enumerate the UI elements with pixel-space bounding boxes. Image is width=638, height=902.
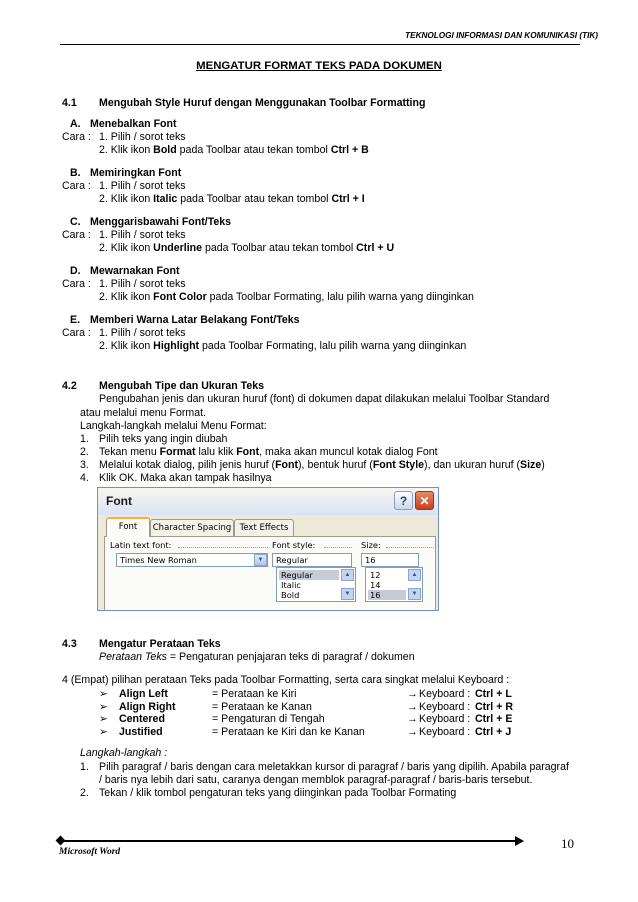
arrow-icon: → [407,713,418,725]
header-rule [60,44,580,45]
latin-font-label: Latin text font: [110,540,172,550]
footer-label: Microsoft Word [59,847,121,857]
subsection-title: Memberi Warna Latar Belakang Font/Teks [90,314,300,326]
page-number: 10 [561,836,574,851]
step-3-number: 3. [80,459,89,471]
cara-step-2: 2. Klik ikon Font Color pada Toolbar Formating, lalu pilih warna yang diinginkan [99,291,474,303]
step-2-text: Tekan menu Format lalu klik Font, maka akan muncul kotak dialog Font [99,446,438,458]
section-4-1-heading: Mengubah Style Huruf dengan Menggunakan Toolbar Formatting [99,97,426,109]
keyboard-label: Keyboard : [419,688,471,700]
cara-step-1: 1. Pilih / sorot teks [99,131,186,143]
step-4-text: Klik OK. Maka akan tampak hasilnya [99,472,272,484]
align-step-2-number: 2. [80,787,89,799]
size-option-14[interactable]: 14 [370,580,381,590]
size-input[interactable]: 16 [361,553,419,567]
alignment-name: Align Left [119,688,168,700]
font-style-label: Font style: [272,540,316,550]
cara-step-1: 1. Pilih / sorot teks [99,278,186,290]
arrow-icon: → [407,726,418,738]
size-separator [386,547,434,548]
alignment-intro: 4 (Empat) pilihan perataan Teks pada Toolbar Formatting, serta cara singkat melalui Keyboard : [62,674,510,686]
subsection-title: Menggarisbawahi Font/Teks [90,216,232,228]
cara-step-2: 2. Klik ikon Highlight pada Toolbar Formating, lalu pilih warna yang diinginkan [99,340,467,352]
arrow-icon: → [407,688,418,700]
alignment-name: Align Right [119,701,176,713]
cara-step-2: 2. Klik ikon Underline pada Toolbar atau tekan tombol Ctrl + U [99,242,395,254]
alignment-name: Centered [119,713,165,725]
font-style-input[interactable]: Regular [272,553,352,567]
subsection-title: Mewarnakan Font [90,265,180,277]
keyboard-label: Keyboard : [419,726,471,738]
bullet-icon: ➢ [99,688,108,700]
latin-font-separator [178,547,268,548]
tab-character-spacing[interactable]: Character Spacing [150,519,234,536]
steps-label: Langkah-langkah : [80,747,168,759]
subsection-letter: A. [70,118,81,130]
align-step-1-number: 1. [80,761,89,773]
cara-label: Cara : [62,131,91,143]
cara-label: Cara : [62,180,91,192]
font-style-list[interactable] [276,567,356,602]
font-style-option-bold[interactable]: Bold [281,590,300,600]
section-4-1-number: 4.1 [62,97,77,109]
dialog-title: Font [106,494,132,508]
dialog-title-bar [98,488,438,515]
scroll-down-icon[interactable]: ▼ [408,588,421,600]
close-button[interactable]: ✕ [415,491,434,510]
section-4-2-heading: Mengubah Tipe dan Ukuran Teks [99,380,265,392]
bullet-icon: ➢ [99,726,108,738]
step-4-number: 4. [80,472,89,484]
cara-label: Cara : [62,327,91,339]
cara-step-1: 1. Pilih / sorot teks [99,229,186,241]
perataan-definition: Perataan Teks = Pengaturan penjajaran teks di paragraf / dokumen [99,651,415,663]
help-button[interactable]: ? [394,491,413,510]
bullet-icon: ➢ [99,701,108,713]
cara-step-1: 1. Pilih / sorot teks [99,327,186,339]
keyboard-shortcut: Ctrl + R [475,701,513,713]
section-4-2-paragraph-cont: atau melalui menu Format. [80,407,207,419]
running-header: TEKNOLOGI INFORMASI DAN KOMUNIKASI (TIK) [405,31,598,40]
size-label: Size: [361,540,381,550]
size-option-12[interactable]: 12 [370,570,381,580]
section-4-2-paragraph: Pengubahan jenis dan ukuran huruf (font) di dokumen dapat dilakukan melalui Toolbar Standard [99,393,550,405]
font-style-option-italic[interactable]: Italic [281,580,301,590]
step-2-number: 2. [80,446,89,458]
scroll-up-icon[interactable]: ▲ [341,569,354,581]
footer-arrowhead [515,836,524,846]
chevron-down-icon[interactable]: ▼ [254,554,267,566]
subsection-letter: B. [70,167,81,179]
cara-step-2: 2. Klik ikon Bold pada Toolbar atau tekan tombol Ctrl + B [99,144,369,156]
scroll-down-icon[interactable]: ▼ [341,588,354,600]
align-step-1-text: Pilih paragraf / baris dengan cara meletakkan kursor di paragraf / baris yang dipilih. Apabila paragraf [99,761,569,773]
align-step-1-text-cont: / baris nya lebih dari satu, caranya dengan memblok paragraf-paragraf / baris-baris tersebut. [99,774,533,786]
keyboard-shortcut: Ctrl + L [475,688,512,700]
scroll-up-icon[interactable]: ▲ [408,569,421,581]
keyboard-shortcut: Ctrl + J [475,726,512,738]
subsection-letter: E. [70,314,81,326]
cara-step-1: 1. Pilih / sorot teks [99,180,186,192]
keyboard-shortcut: Ctrl + E [475,713,513,725]
size-option-16[interactable]: 16 [368,590,406,600]
keyboard-label: Keyboard : [419,713,471,725]
size-list[interactable] [365,567,423,602]
steps-intro: Langkah-langkah melalui Menu Format: [80,420,267,432]
font-dialog [97,487,439,611]
align-step-2-text: Tekan / klik tombol pengaturan teks yang diinginkan pada Toolbar Formating [99,787,457,799]
subsection-title: Menebalkan Font [90,118,177,130]
alignment-description: = Perataan ke Kiri dan ke Kanan [212,726,365,738]
keyboard-label: Keyboard : [419,701,471,713]
section-4-2-number: 4.2 [62,380,77,392]
arrow-icon: → [407,701,418,713]
subsection-letter: D. [70,265,81,277]
page-title: MENGATUR FORMAT TEKS PADA DOKUMEN [196,60,442,72]
tab-text-effects[interactable]: Text Effects [234,519,294,536]
step-1-number: 1. [80,433,89,445]
alignment-description: = Perataan ke Kiri [212,688,297,700]
tab-font[interactable]: Font [106,517,150,537]
step-3-text: Melalui kotak dialog, pilih jenis huruf (Font), bentuk huruf (Font Style), dan ukuran huruf (Size) [99,459,545,471]
latin-font-select[interactable]: Times New Roman [116,553,268,567]
alignment-name: Justified [119,726,163,738]
cara-label: Cara : [62,278,91,290]
font-style-separator [324,547,352,548]
font-style-option-regular[interactable]: Regular [279,570,339,580]
subsection-letter: C. [70,216,81,228]
step-1-text: Pilih teks yang ingin diubah [99,433,228,445]
subsection-title: Memiringkan Font [90,167,182,179]
cara-step-2: 2. Klik ikon Italic pada Toolbar atau tekan tombol Ctrl + I [99,193,365,205]
bullet-icon: ➢ [99,713,108,725]
section-4-3-heading: Mengatur Perataan Teks [99,638,221,650]
section-4-3-number: 4.3 [62,638,77,650]
cara-label: Cara : [62,229,91,241]
footer-arrow-line [62,840,517,842]
alignment-description: = Pengaturan di Tengah [212,713,325,725]
alignment-description: = Perataan ke Kanan [212,701,312,713]
